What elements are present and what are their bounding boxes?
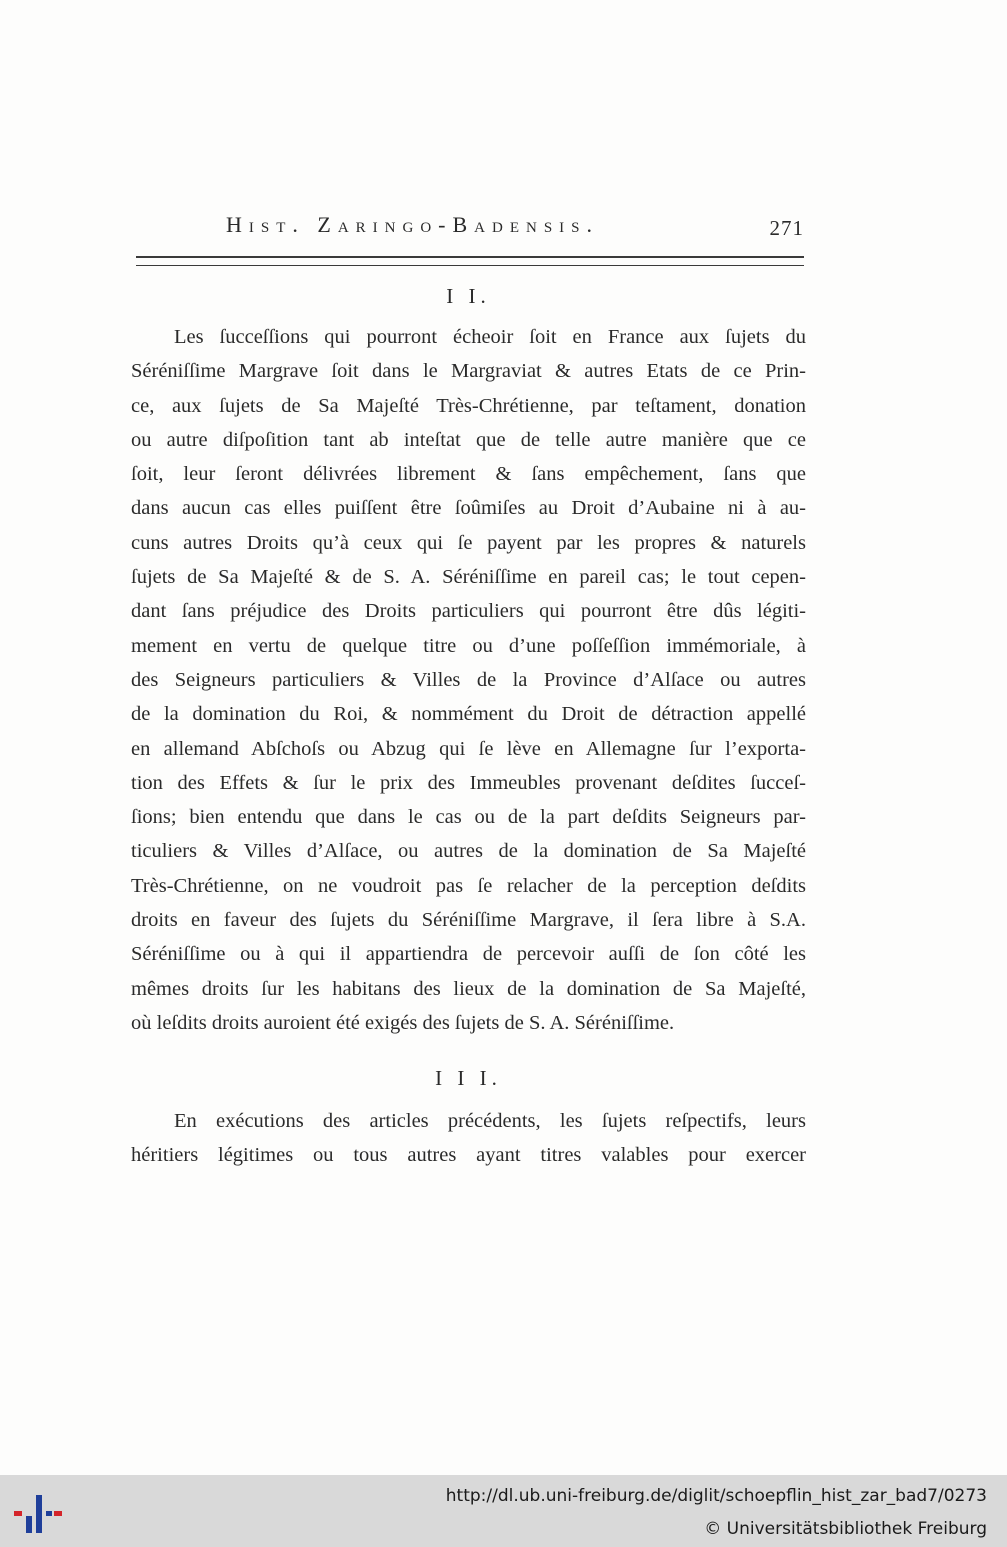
text-line: ce, aux ſujets de Sa Majeſté Très-Chrétienne, par teſtament, donation <box>131 394 806 417</box>
source-url-link[interactable]: http://dl.ub.uni-freiburg.de/diglit/schoepflin_hist_zar_bad7/0273 <box>445 1486 987 1506</box>
text-line: En exécutions des articles précédents, les ſujets reſpectifs, leurs <box>174 1110 806 1132</box>
text-line: en allemand Abſchoſs ou Abzug qui ſe lève en Allemagne ſur l’exporta- <box>131 737 806 760</box>
ub-freiburg-logo-icon <box>12 1489 64 1539</box>
running-head <box>132 208 804 248</box>
text-line: tion des Effets & ſur le prix des Immeubles provenant deſdites ſucceſ- <box>131 771 806 794</box>
copyright-notice: © Universitätsbibliothek Freiburg <box>704 1519 987 1539</box>
text-line: Très-Chrétienne, on ne voudroit pas ſe relacher de la perception deſdits <box>131 874 806 897</box>
section-2-body <box>131 320 806 1040</box>
text-line: ſujets de Sa Majeſté & de S. A. Séréniſſime en pareil cas; le tout cepen- <box>131 566 806 589</box>
page-number: 271 <box>769 216 804 240</box>
text-line: dans aucun cas elles puiſſent être ſoûmiſes au Droit d’Aubaine ni à au- <box>131 497 806 520</box>
section-number-3: I I I. <box>435 1066 502 1090</box>
text-line: mêmes droits ſur les habitans des lieux de la domination de Sa Majeſté, <box>131 977 806 1000</box>
text-line: droits en faveur des ſujets du Séréniſſime Margrave, il ſera libre à S.A. <box>131 909 806 932</box>
section-3-body <box>131 1104 806 1173</box>
text-line: où leſdits droits auroient été exigés des ſujets de S. A. Séréniſſime. <box>131 1011 675 1034</box>
running-head-title: Hist. Zaringo-Badensis. <box>226 212 599 237</box>
header-rule-thin <box>136 265 804 266</box>
text-line: des Seigneurs particuliers & Villes de la Province d’Alſace ou autres <box>131 668 806 691</box>
header-rule-thick <box>136 256 804 258</box>
text-line: dant ſans préjudice des Droits particuliers qui pourront être dûs légiti- <box>131 600 806 623</box>
text-line: de la domination du Roi, & nommément du Droit de détraction appellé <box>131 703 806 726</box>
footer-bar <box>0 1475 1007 1547</box>
text-line: Séréniſſime Margrave ſoit dans le Margraviat & autres Etats de ce Prin- <box>131 360 806 383</box>
text-line: ticuliers & Villes d’Alſace, ou autres de la domination de Sa Majeſté <box>131 840 806 863</box>
text-line: cuns autres Droits qu’à ceux qui ſe payent par les propres & naturels <box>131 531 806 554</box>
text-line: mement en vertu de quelque titre ou d’une poſſeſſion immémoriale, à <box>131 634 806 657</box>
text-line: héritiers légitimes ou tous autres ayant titres valables pour exercer <box>131 1144 806 1167</box>
text-line: Séréniſſime ou à qui il appartiendra de percevoir auſſi de ſon côté les <box>131 943 806 966</box>
text-line: ſoit, leur ſeront délivrées librement & ſans empêchement, ſans que <box>131 463 806 486</box>
text-line: ou autre diſpoſition tant ab inteſtat que de telle autre manière que ce <box>131 428 806 451</box>
text-line: ſions; bien entendu que dans le cas ou de la part deſdits Seigneurs par- <box>131 806 806 829</box>
section-number-2: I I. <box>446 284 491 308</box>
text-line: Les ſucceſſions qui pourront écheoir ſoit en France aux ſujets du <box>174 326 806 348</box>
